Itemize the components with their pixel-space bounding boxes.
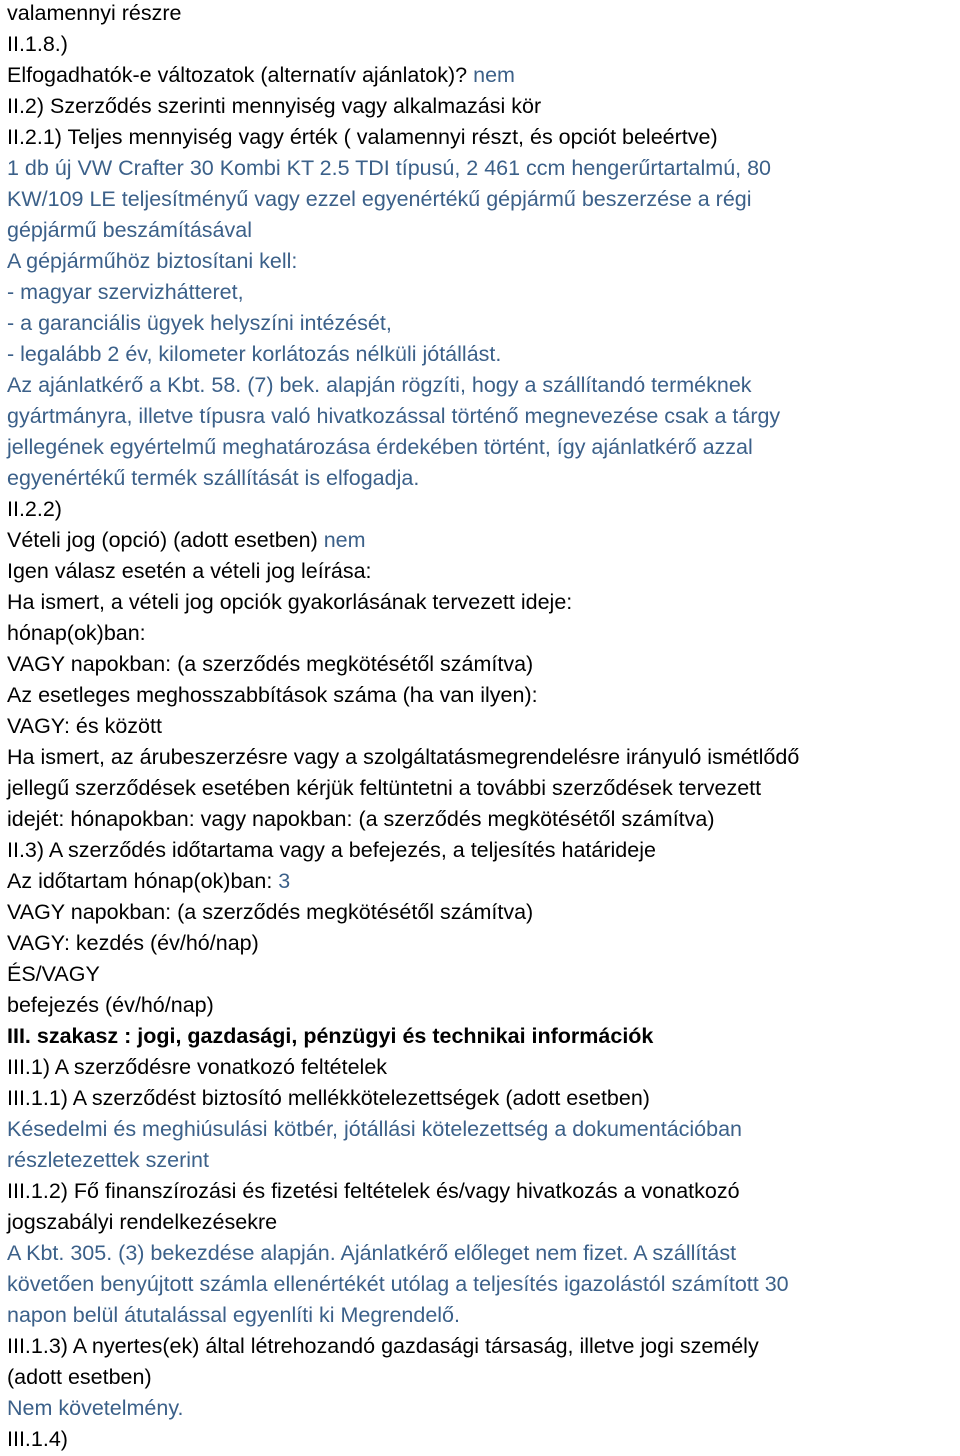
field-value: részletezettek szerint	[7, 1148, 209, 1172]
field-value: gépjármű beszámításával	[7, 218, 252, 242]
text-line	[7, 339, 957, 370]
field-label: VAGY: és között	[7, 714, 162, 738]
text-line	[7, 184, 957, 215]
text-line	[7, 246, 957, 277]
section-heading: III. szakasz : jogi, gazdasági, pénzügyi és technikai információk	[7, 1024, 654, 1048]
field-label: Az időtartam hónap(ok)ban:	[7, 869, 279, 893]
text-line	[7, 1176, 957, 1207]
field-value: Késedelmi és meghiúsulási kötbér, jótállási kötelezettség a dokumentációban	[7, 1117, 743, 1141]
text-line	[7, 1083, 957, 1114]
field-label: II.2.2)	[7, 497, 62, 521]
text-line	[7, 742, 957, 773]
text-line	[7, 1238, 957, 1269]
text-line	[7, 1207, 957, 1238]
field-value: 1 db új VW Crafter 30 Kombi KT 2.5 TDI típusú, 2 461 ccm hengerűrtartalmú, 80	[7, 156, 772, 180]
text-line	[7, 29, 957, 60]
field-label: VAGY napokban: (a szerződés megkötésétől számítva)	[7, 900, 534, 924]
field-value: gyártmányra, illetve típusra való hivatkozással történő megnevezése csak a tárgy	[7, 404, 781, 428]
field-label: III.1) A szerződésre vonatkozó feltételek	[7, 1055, 388, 1079]
text-line	[7, 1145, 957, 1176]
text-line	[7, 432, 957, 463]
field-value: Nem követelmény.	[7, 1396, 184, 1420]
text-line	[7, 649, 957, 680]
text-line	[7, 1424, 957, 1455]
field-value: jellegének egyértelmű meghatározása érdekében történt, így ajánlatkérő azzal	[7, 435, 753, 459]
text-line	[7, 959, 957, 990]
field-value: A Kbt. 305. (3) bekezdése alapján. Ajánlatkérő előleget nem fizet. A szállítást	[7, 1241, 737, 1265]
field-value: követően benyújtott számla ellenértékét utólag a teljesítés igazolástól számított 30	[7, 1272, 789, 1296]
text-line	[7, 308, 957, 339]
field-label: II.1.8.)	[7, 32, 68, 56]
text-line	[7, 153, 957, 184]
field-value: 3	[278, 869, 291, 893]
field-label: (adott esetben)	[7, 1365, 152, 1389]
text-line	[7, 525, 957, 556]
field-value: nem	[323, 528, 366, 552]
text-line	[7, 835, 957, 866]
field-value: Az ajánlatkérő a Kbt. 58. (7) bek. alapján rögzíti, hogy a szállítandó terméknek	[7, 373, 752, 397]
field-value: KW/109 LE teljesítményű vagy ezzel egyenértékű gépjármű beszerzése a régi	[7, 187, 752, 211]
text-line	[7, 277, 957, 308]
field-label: Elfogadhatók-e változatok (alternatív ajánlatok)?	[7, 63, 474, 87]
text-line	[7, 1021, 957, 1052]
field-label: III.1.4)	[7, 1427, 68, 1451]
text-line	[7, 680, 957, 711]
text-line	[7, 215, 957, 246]
text-line	[7, 1362, 957, 1393]
text-line	[7, 1393, 957, 1424]
text-line	[7, 928, 957, 959]
field-label: II.2) Szerződés szerinti mennyiség vagy alkalmazási kör	[7, 94, 542, 118]
text-line	[7, 463, 957, 494]
text-line	[7, 711, 957, 742]
field-label: jogszabályi rendelkezésekre	[7, 1210, 278, 1234]
field-label: Vételi jog (opció) (adott esetben)	[7, 528, 324, 552]
field-label: II.3) A szerződés időtartama vagy a befejezés, a teljesítés határideje	[7, 838, 656, 862]
field-label: befejezés (év/hó/nap)	[7, 993, 214, 1017]
field-value: A gépjárműhöz biztosítani kell:	[7, 249, 298, 273]
field-label: III.1.1) A szerződést biztosító mellékkötelezettségek (adott esetben)	[7, 1086, 650, 1110]
text-line	[7, 401, 957, 432]
text-line	[7, 1114, 957, 1145]
text-line	[7, 773, 957, 804]
text-line	[7, 1052, 957, 1083]
text-line	[7, 556, 957, 587]
text-line	[7, 0, 957, 29]
text-line	[7, 804, 957, 835]
field-label: Az esetleges meghosszabbítások száma (ha van ilyen):	[7, 683, 538, 707]
text-line	[7, 897, 957, 928]
field-value: nem	[473, 63, 515, 87]
text-line	[7, 91, 957, 122]
field-value: - a garanciális ügyek helyszíni intézését,	[7, 311, 392, 335]
field-label: III.1.2) Fő finanszírozási és fizetési feltételek és/vagy hivatkozás a vonatkozó	[7, 1179, 740, 1203]
field-label: Ha ismert, a vételi jog opciók gyakorlásának tervezett ideje:	[7, 590, 573, 614]
field-label: jellegű szerződések esetében kérjük feltüntetni a további szerződések tervezett	[7, 776, 762, 800]
field-label: ÉS/VAGY	[7, 962, 100, 986]
field-value: - magyar szervizhátteret,	[7, 280, 244, 304]
text-line	[7, 60, 957, 91]
field-value: egyenértékű termék szállítását is elfogadja.	[7, 466, 420, 490]
field-label: hónap(ok)ban:	[7, 621, 146, 645]
document-body	[7, 0, 957, 1455]
field-label: II.2.1) Teljes mennyiség vagy érték ( valamennyi részt, és opciót beleértve)	[7, 125, 718, 149]
field-label: Igen válasz esetén a vételi jog leírása:	[7, 559, 372, 583]
text-line	[7, 1300, 957, 1331]
field-value: - legalább 2 év, kilometer korlátozás nélküli jótállást.	[7, 342, 502, 366]
field-label: VAGY napokban: (a szerződés megkötésétől számítva)	[7, 652, 534, 676]
text-line	[7, 990, 957, 1021]
field-label: valamennyi részre	[7, 1, 182, 25]
text-line	[7, 494, 957, 525]
text-line	[7, 1269, 957, 1300]
text-line	[7, 866, 957, 897]
field-value: napon belül átutalással egyenlíti ki Megrendelő.	[7, 1303, 460, 1327]
field-label: III.1.3) A nyertes(ek) által létrehozandó gazdasági társaság, illetve jogi személy	[7, 1334, 759, 1358]
text-line	[7, 587, 957, 618]
text-line	[7, 618, 957, 649]
text-line	[7, 1331, 957, 1362]
text-line	[7, 370, 957, 401]
text-line	[7, 122, 957, 153]
field-label: VAGY: kezdés (év/hó/nap)	[7, 931, 259, 955]
field-label: Ha ismert, az árubeszerzésre vagy a szolgáltatásmegrendelésre irányuló ismétlődő	[7, 745, 800, 769]
field-label: idejét: hónapokban: vagy napokban: (a szerződés megkötésétől számítva)	[7, 807, 715, 831]
